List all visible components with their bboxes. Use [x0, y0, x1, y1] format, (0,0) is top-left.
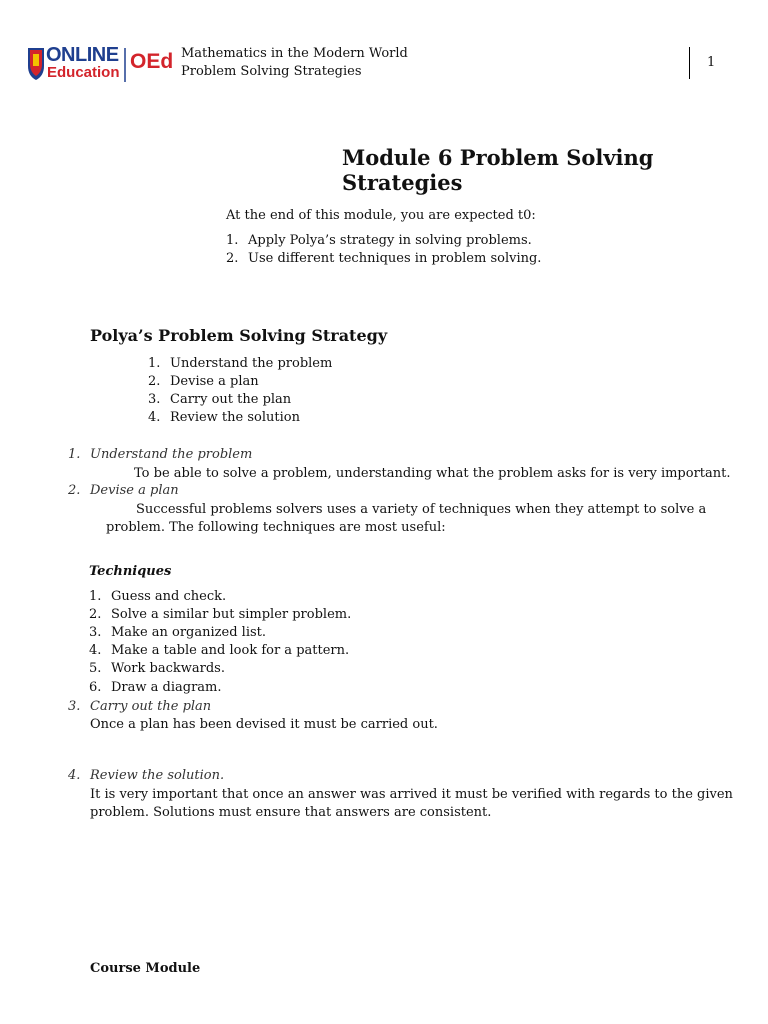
section-title: Review the solution.: [90, 768, 225, 783]
list-text: Carry out the plan: [170, 392, 292, 407]
polya-step: [148, 409, 300, 427]
list-text: Make a table and look for a pattern.: [111, 643, 350, 658]
polya-step: [148, 373, 259, 391]
page-number-divider: [689, 47, 690, 79]
list-number: 1.: [89, 589, 102, 604]
section-body: problem. Solutions must ensure that answers are consistent.: [90, 805, 492, 820]
section-title: Devise a plan: [90, 483, 179, 498]
section-number: 1.: [68, 447, 81, 462]
list-text: Apply Polya’s strategy in solving problems.: [248, 233, 532, 248]
section-body: Successful problems solvers uses a variety of techniques when they attempt to solve a: [136, 502, 707, 517]
list-text: Review the solution: [170, 410, 300, 425]
header-topic: Problem Solving Strategies: [181, 64, 362, 79]
objective-item: [226, 232, 532, 250]
list-text: Solve a similar but simpler problem.: [111, 607, 352, 622]
list-number: 1.: [148, 356, 161, 371]
section-number: 4.: [68, 768, 81, 783]
list-text: Devise a plan: [170, 374, 259, 389]
polya-heading: Polya’s Problem Solving Strategy: [90, 326, 388, 345]
polya-step: [148, 391, 291, 409]
technique-item: [89, 606, 351, 624]
objectives-intro: At the end of this module, you are expected t0:: [226, 208, 536, 223]
section-title: Carry out the plan: [90, 699, 212, 714]
section-body: problem. The following techniques are most useful:: [106, 520, 446, 535]
list-text: Draw a diagram.: [111, 680, 222, 695]
section-number: 3.: [68, 699, 81, 714]
technique-item: [89, 679, 222, 697]
technique-item: [89, 642, 349, 660]
header-course: Mathematics in the Modern World: [181, 46, 408, 61]
online-education-logo: [24, 44, 174, 86]
list-number: 4.: [148, 410, 161, 425]
objective-item: [226, 250, 541, 268]
list-text: Make an organized list.: [111, 625, 267, 640]
list-number: 6.: [89, 680, 102, 695]
technique-item: [89, 588, 226, 606]
list-number: 3.: [148, 392, 161, 407]
section-body: To be able to solve a problem, understanding what the problem asks for is very important.: [134, 466, 731, 481]
list-number: 3.: [89, 625, 102, 640]
list-text: Guess and check.: [111, 589, 227, 604]
section-body: Once a plan has been devised it must be carried out.: [90, 717, 438, 732]
section-title: Understand the problem: [90, 447, 253, 462]
list-text: Use different techniques in problem solving.: [248, 251, 542, 266]
page-title: Module 6 Problem Solving Strategies: [342, 145, 654, 195]
list-text: Work backwards.: [111, 661, 225, 676]
technique-item: [89, 624, 266, 642]
list-number: 5.: [89, 661, 102, 676]
logo-abbr: OEd: [130, 50, 174, 73]
list-text: Understand the problem: [170, 356, 333, 371]
section-number: 2.: [68, 483, 81, 498]
logo-word-online: ONLINE: [46, 44, 119, 66]
list-number: 2.: [226, 251, 239, 266]
section-body: It is very important that once an answer was arrived it must be verified with regards to the given: [90, 787, 733, 802]
logo-word-education: Education: [47, 64, 120, 81]
page-number: 1: [707, 55, 716, 70]
list-number: 4.: [89, 643, 102, 658]
list-number: 1.: [226, 233, 239, 248]
techniques-heading: Techniques: [89, 564, 172, 579]
technique-item: [89, 660, 225, 678]
polya-step: [148, 355, 332, 373]
list-number: 2.: [89, 607, 102, 622]
footer-course-module: Course Module: [90, 961, 201, 976]
list-number: 2.: [148, 374, 161, 389]
